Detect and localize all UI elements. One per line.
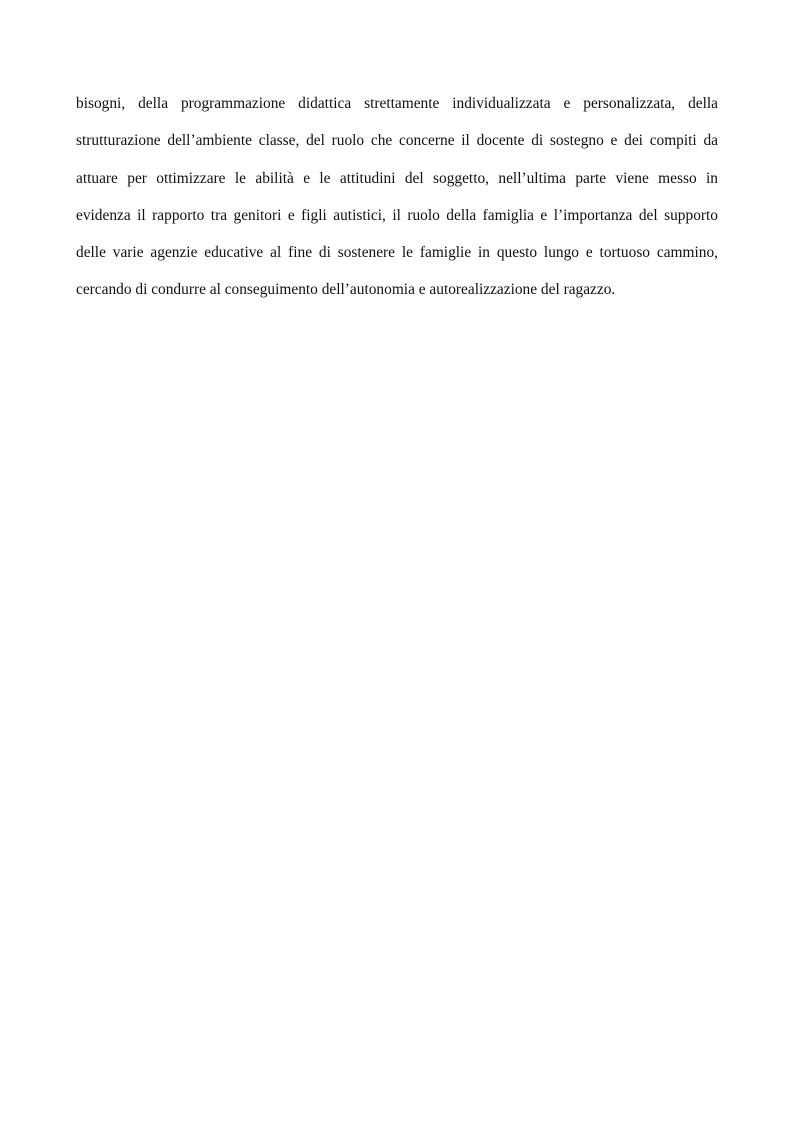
paragraph-line: delle varie agenzie educative al fine di sostenere le famiglie in questo lungo e tortuoso cammino, <box>76 244 718 262</box>
paragraph-line: strutturazione dell’ambiente classe, del ruolo che concerne il docente di sostegno e dei compiti da <box>76 132 718 150</box>
paragraph-line: cercando di condurre al conseguimento dell’autonomia e autorealizzazione del ragazzo. <box>76 281 616 299</box>
paragraph-line: attuare per ottimizzare le abilità e le attitudini del soggetto, nell’ultima parte viene messo in <box>76 169 718 187</box>
paragraph-line: evidenza il rapporto tra genitori e figli autistici, il ruolo della famiglia e l’importanza del supporto <box>76 206 718 224</box>
paragraph-line: bisogni, della programmazione didattica strettamente individualizzata e personalizzata, della <box>76 95 718 112</box>
body-paragraph <box>76 90 718 314</box>
